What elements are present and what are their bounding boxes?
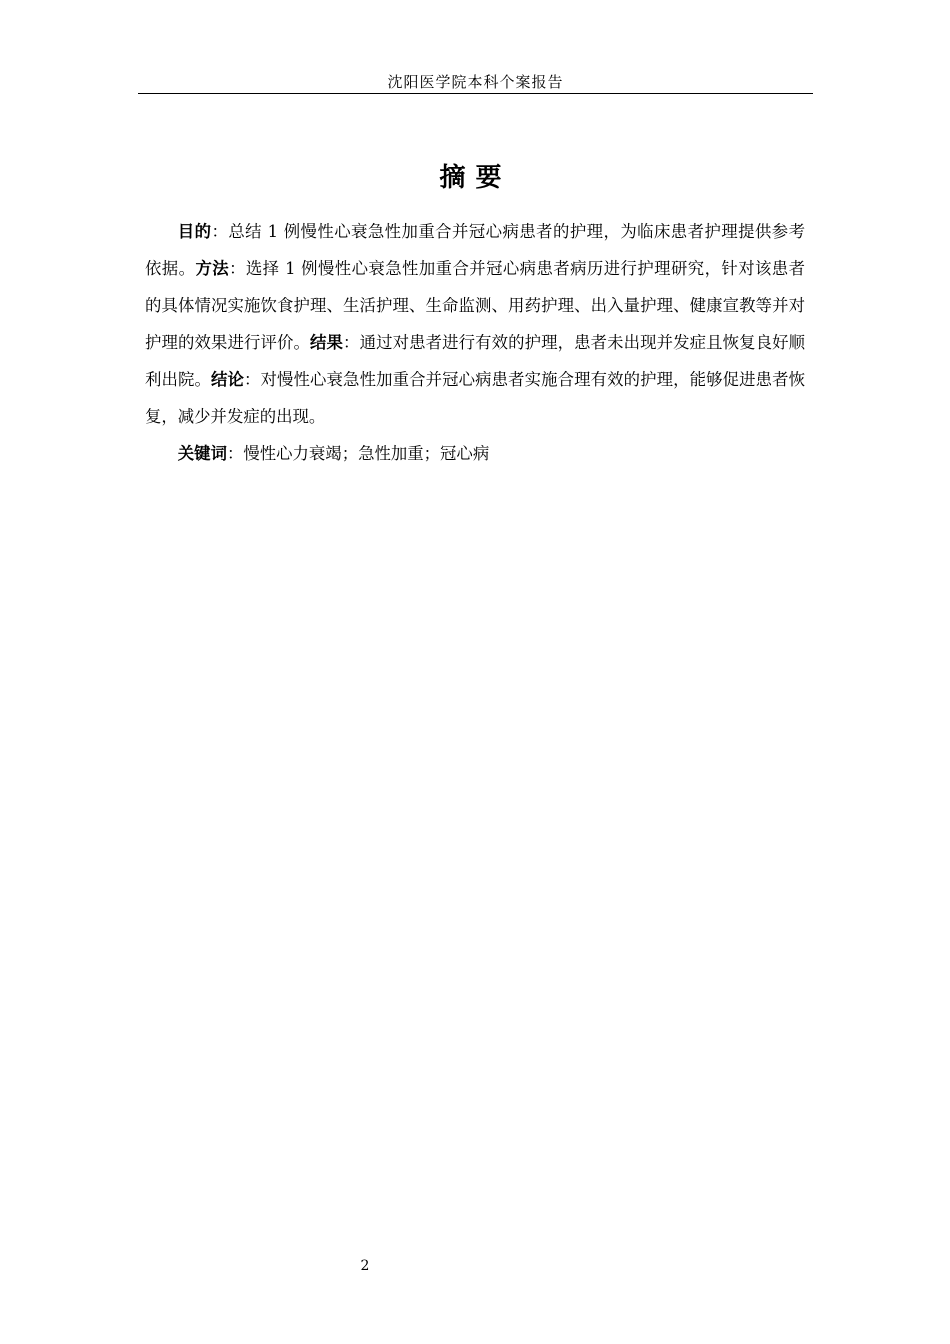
- objective-text: 总结 1 例慢性心衰急性加重合并冠心病患者的护理，为临床患者护理提供参考依据。: [145, 222, 806, 278]
- conclusion-label: 结论: [211, 370, 245, 389]
- objective-label: 目的: [177, 222, 212, 241]
- methods-label: 方法: [195, 259, 230, 278]
- page-header: 沈阳医学院本科个案报告: [387, 73, 564, 91]
- results-label: 结果: [310, 333, 344, 352]
- conclusion-sep: ：: [244, 370, 261, 389]
- keywords-paragraph: [145, 435, 805, 472]
- keywords-text: 慢性心力衰竭；急性加重；冠心病: [243, 444, 490, 463]
- results-text: 通过对患者进行有效的护理，患者未出现并发症且恢复良好顺利出院。: [145, 333, 806, 389]
- page-number: 2: [360, 1258, 370, 1274]
- abstract-body: [145, 213, 805, 472]
- abstract-title: 摘要: [439, 163, 512, 193]
- methods-text: 选择 1 例慢性心衰急性加重合并冠心病患者病历进行护理研究，针对该患者的具体情况实施饮食护理、生活护理、生命监测、用药护理、出入量护理、健康宣教等并对护理的效果进行评价。: [145, 259, 806, 352]
- conclusion-text: 对慢性心衰急性加重合并冠心病患者实施合理有效的护理，能够促进患者恢复，减少并发症的出现。: [145, 370, 806, 426]
- abstract-paragraph: [145, 213, 805, 435]
- results-sep: ：: [343, 333, 360, 352]
- keywords-label: 关键词: [177, 444, 227, 463]
- methods-sep: ：: [229, 259, 246, 278]
- objective-sep: ：: [211, 222, 229, 241]
- header-rule: [138, 93, 813, 94]
- keywords-sep: ：: [226, 444, 244, 463]
